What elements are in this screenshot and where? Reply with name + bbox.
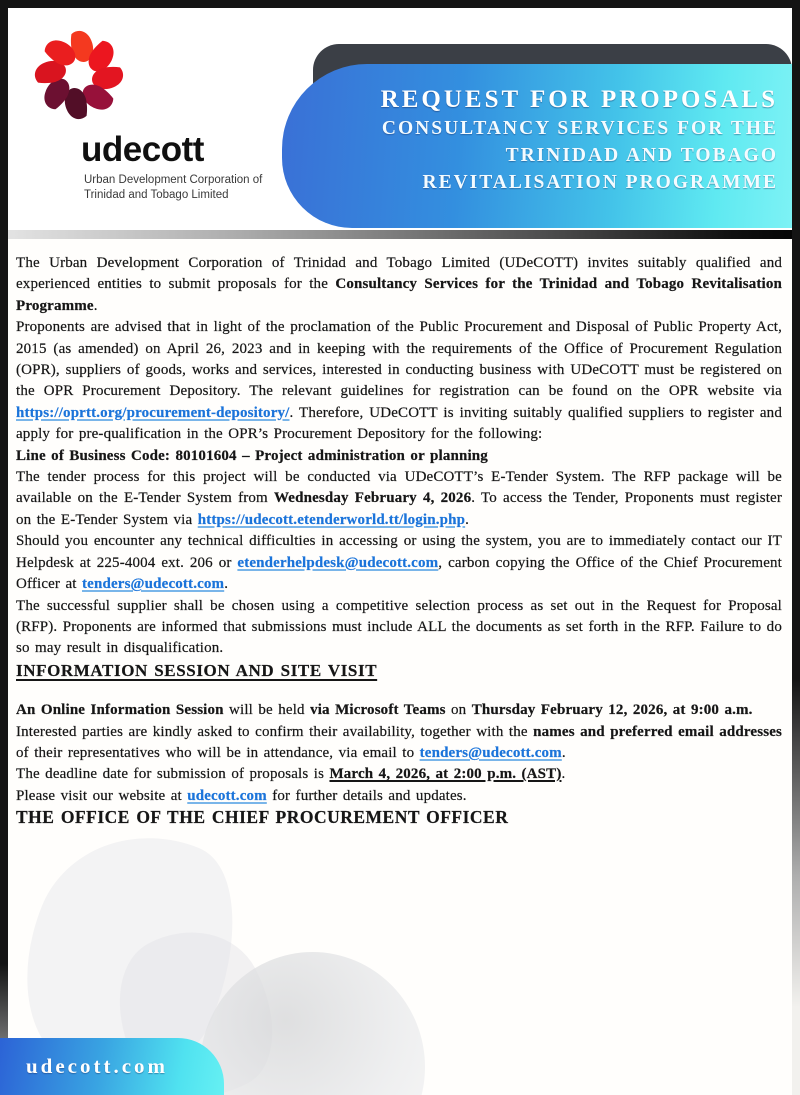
banner-subtitle-line: TRINIDAD AND TOBAGO [505,145,778,166]
opr-depository-link[interactable]: https://oprtt.org/procurement-depository/ [16,404,290,421]
text-segment: Thursday February 12, 2026, at 9:00 a.m. [471,702,753,719]
text-segment: . [224,576,229,593]
text-segment: on [445,702,472,719]
etender-login-link[interactable]: https://udecott.etenderworld.tt/login.php [197,511,466,528]
footer-banner [0,1038,224,1095]
paragraph [16,531,782,595]
page-border-left [0,0,8,1095]
text-segment: March 4, 2026, at 2:00 p.m. (AST) [329,766,562,783]
paragraph [16,722,782,765]
udecott-logo [8,8,263,230]
notice-header [8,8,792,230]
text-segment: Wednesday February 4, 2026 [273,490,472,507]
text-segment: will be held [223,702,311,719]
text-segment: Should you encounter any technical difficulties in accessing or using the system, you are to immediately contact our IT Helpdesk at 225-4004 ext. 206 or [16,533,782,571]
logo-wordmark: udecott [81,130,204,169]
text-segment: The tender process for this project will be conducted via UDeCOTT’s E-Tender System. The RFP package will be available on the E-Tender System from [16,469,782,507]
banner-subtitle-line: REVITALISATION PROGRAMME [422,172,778,193]
page-border-right [792,0,800,1095]
paragraph [16,253,782,317]
tenders-email-link[interactable]: tenders@udecott.com [419,744,562,761]
tenders-email-link[interactable]: tenders@udecott.com [82,576,225,593]
text-segment: . [93,297,98,314]
text-segment: Consultancy Services for the Trinidad and Tobago Revitalisation Programme [16,276,782,314]
header-divider [8,230,792,239]
logo-tagline [84,173,262,203]
paragraph [16,446,782,467]
notice-body [8,239,792,1095]
text-segment: Line of Business Code: 80101604 – Project administration or planning [16,447,488,464]
section-heading: INFORMATION SESSION AND SITE VISIT [16,660,378,680]
text-segment: via Microsoft Teams [310,702,446,719]
text-segment: for further details and updates. [266,787,467,804]
banner-title: REQUEST FOR PROPOSALS [380,86,778,113]
text-segment: . Therefore, UDeCOTT is inviting suitably qualified suppliers to register and apply for pre-qualification in the OPR’s Procurement Depository for the following: [16,404,782,443]
paragraph [16,786,782,807]
text-segment: names and preferred email addresses [533,723,782,740]
text-segment: Interested parties are kindly asked to confirm their availability, together with the [16,723,534,740]
text-segment: . [465,511,470,528]
paragraph [16,700,782,721]
footer-website: udecott.com [25,1054,169,1078]
paragraph [16,317,782,445]
text-segment: . [561,744,566,761]
text-segment: , carbon copying the Office of the Chief Procurement Officer at [16,554,782,593]
text-segment: of their representatives who will be in attendance, via email to [16,744,420,761]
logo-tagline-line2: Trinidad and Tobago Limited [84,189,229,201]
text-segment: An Online Information Session [16,702,224,719]
rfp-banner [282,64,792,228]
text-segment: The Urban Development Corporation of Trinidad and Tobago Limited (UDeCOTT) invites suitably qualified and experienced entities to submit proposals for the [16,255,782,293]
udecott-website-link[interactable]: udecott.com [187,787,267,804]
text-segment: The successful supplier shall be chosen using a competitive selection process as set out in the Request for Proposal (RFP). Proponents are informed that submissions must include ALL the documents as set forth in the RFP. Failure to do so may result in disqualification. [16,597,782,657]
etender-helpdesk-email-link[interactable]: etenderhelpdesk@udecott.com [237,554,439,571]
text-segment: Please visit our website at [16,787,188,804]
text-segment: Proponents are advised that in light of the proclamation of the Public Procurement and Disposal of Public Property Act, 2015 (as amended) on April 26, 2023 and in keeping with the requirements of the Office of Procurement Regulation (OPR), suppliers of goods, works and services, interested in conducting business with UDeCOTT must be registered on the OPR Procurement Depository. The relevant guidelines for registration can be found on the OPR website via [16,319,782,400]
paragraph [16,764,782,785]
page-border-top [0,0,800,8]
udecott-logo-icon [32,28,126,122]
paragraph [16,807,782,828]
banner-subtitle-line: CONSULTANCY SERVICES FOR THE [381,118,778,139]
text-segment: . To access the Tender, Proponents must register on the E-Tender System via [16,490,782,528]
paragraph [16,596,782,660]
logo-tagline-line1: Urban Development Corporation of [84,174,263,186]
text-segment: The deadline date for submission of proposals is [16,766,330,783]
text-segment: THE OFFICE OF THE CHIEF PROCUREMENT OFFICER [16,807,509,828]
paragraph [16,467,782,531]
text-segment: . [561,766,566,783]
